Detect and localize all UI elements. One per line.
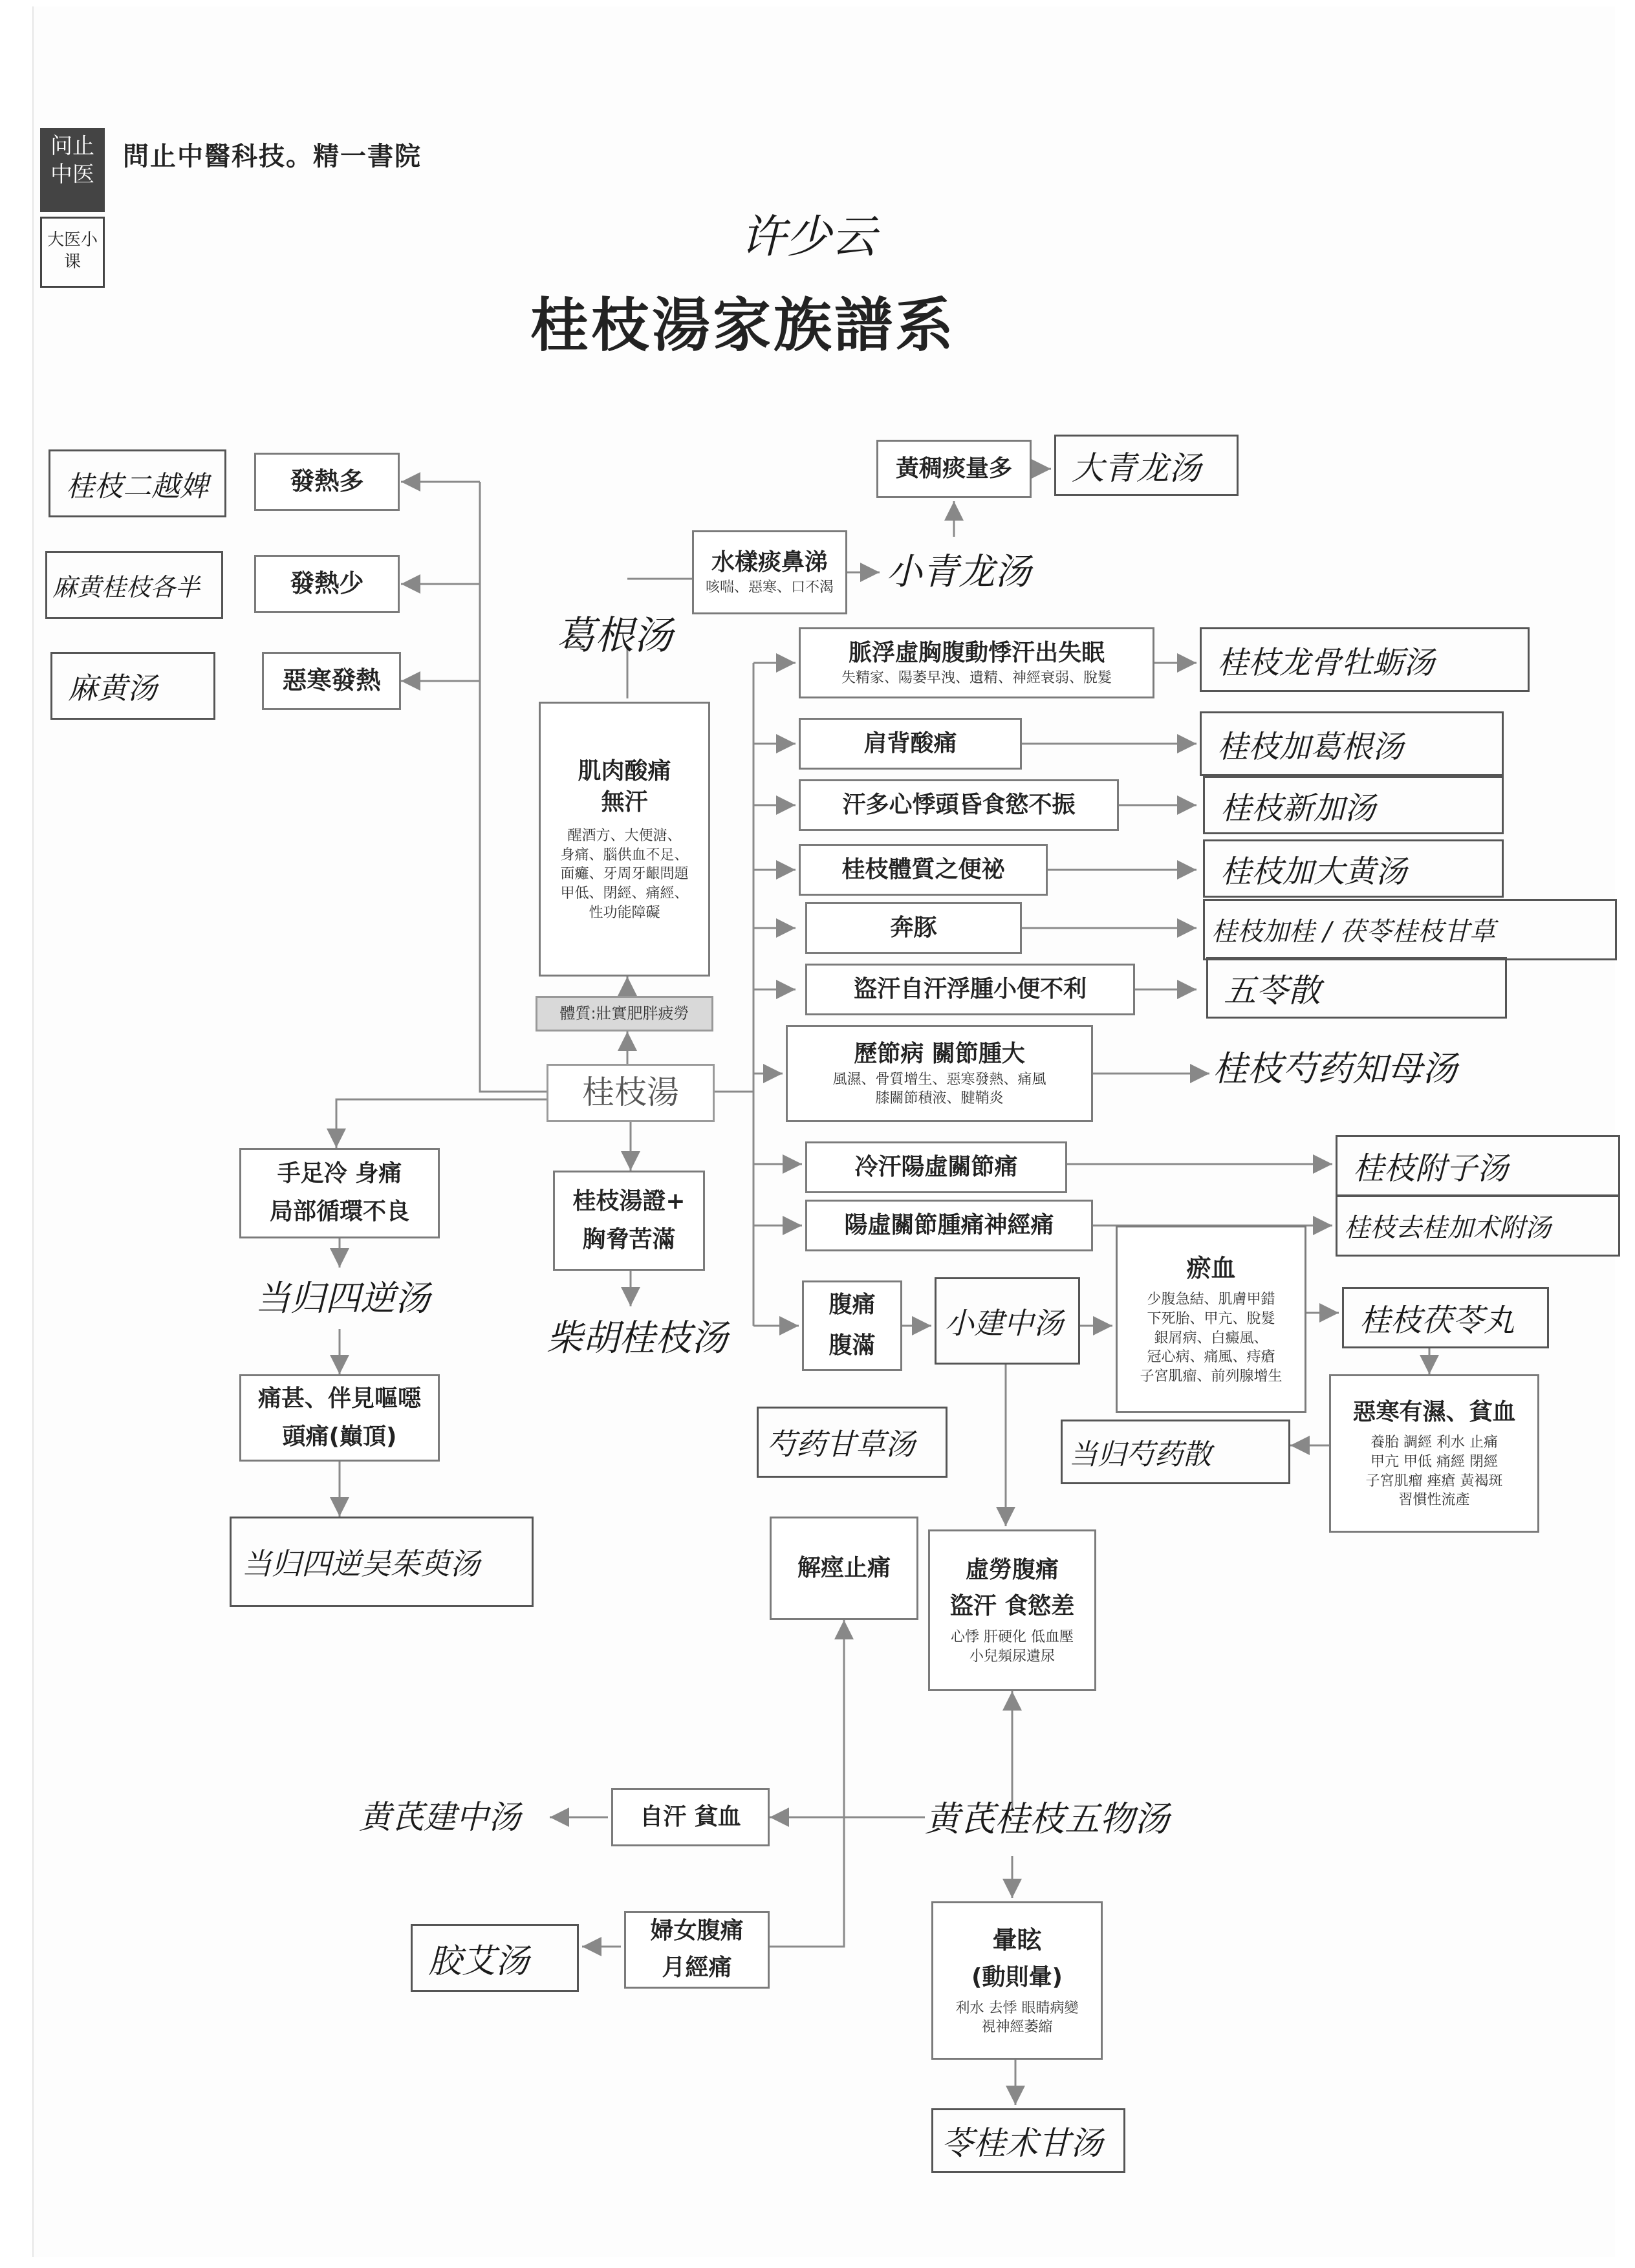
dizziness-box: 暈眩 (動則暈) 利水 去悸 眼睛病變 視神經萎縮	[931, 1901, 1103, 2060]
right-item-6: 盜汗自汗浮腫小便不利	[805, 964, 1135, 1015]
abdomen-pain-box: 腹痛 腹滿	[802, 1280, 902, 1371]
severe-pain-box: 痛甚、伴見嘔噁 頭痛(巔頂)	[239, 1374, 440, 1462]
page-title: 桂枝湯家族譜系	[530, 291, 956, 360]
formula-danggui-sini: 当归四逆汤	[255, 1278, 430, 1319]
right-item-3: 汗多心悸頭昏食慾不振	[799, 779, 1119, 831]
gegen-symptom-box: 肌肉酸痛 無汗 醒酒方、大便溏、 身痛、腦供血不足、 面癱、牙周牙齦問題 甲低、閉經、痛經、 性功能障礙	[539, 702, 710, 977]
formula-chaihu-guizhi: 柴胡桂枝汤	[547, 1317, 728, 1359]
right-item-4: 桂枝體質之便祕	[799, 844, 1048, 896]
formula-xiaoqinglong: 小青龙汤	[886, 551, 1031, 593]
chaihu-symptom-box: 桂枝湯證+ 胸脅苦滿	[553, 1171, 705, 1271]
cold-limbs-box: 手足冷 身痛 局部循環不良	[239, 1148, 440, 1238]
formula-jiaoai: 胶艾汤	[411, 1924, 579, 1992]
symptom-fever-high: 發熱多	[254, 453, 400, 511]
right-item-5: 奔豚	[805, 902, 1022, 954]
brand-logo-secondary: 大医小课	[40, 217, 105, 288]
formula-mahuang-guizhi-gebanj: 麻黄桂枝各半	[45, 551, 223, 619]
formula-linggui-zhugan: 苓桂术甘汤	[931, 2108, 1125, 2173]
constitution-note: 體質:壯實肥胖疲勞	[536, 996, 713, 1031]
blood-stasis-box: 瘀血 少腹急結、肌膚甲錯 下死胎、甲亢、脫髮 銀屑病、白癜風、 冠心病、痛風、痔瘡 子宮肌瘤、前列腺增生	[1116, 1226, 1306, 1413]
right-item-2: 肩背酸痛	[799, 718, 1022, 770]
formula-jiagui-fuling: 桂枝加桂 / 茯苓桂枝甘草	[1203, 899, 1617, 960]
formula-xinjia: 桂枝新加汤	[1203, 776, 1504, 834]
formula-shaoyao-gancao: 芍药甘草汤	[757, 1407, 947, 1478]
formula-xiao-jianzhong: 小建中汤	[935, 1277, 1080, 1365]
water-phlegm-box: 水樣痰鼻涕 咳喘、惡寒、口不渴	[692, 530, 847, 614]
formula-danggui-shaoyao-san: 当归芍药散	[1061, 1420, 1290, 1484]
antispasm-box: 解痙止痛	[770, 1517, 918, 1620]
formula-wuling-san: 五苓散	[1206, 957, 1507, 1019]
formula-shaoyao-zhimu: 桂枝芍药知母汤	[1213, 1048, 1457, 1089]
women-pain-box: 婦女腹痛 月經痛	[624, 1911, 770, 1989]
formula-gegen: 葛根汤	[556, 613, 673, 658]
thick-phlegm-box: 黃稠痰量多	[876, 440, 1032, 498]
symptom-fever-low: 發熱少	[254, 555, 400, 613]
spontaneous-sweat-box: 自汗 貧血	[611, 1788, 770, 1846]
formula-danggui-sini-wuzhuyu: 当归四逆吴茱萸汤	[230, 1517, 534, 1607]
formula-huangqi-guizhi-wuwu: 黄芪桂枝五物汤	[925, 1798, 1169, 1839]
right-item-9: 陽虛關節腫痛神經痛	[805, 1200, 1093, 1251]
right-item-7: 歷節病 關節腫大 風濕、骨質增生、惡寒發熱、痛風 膝關節積液、腱鞘炎	[786, 1025, 1093, 1122]
right-item-8: 冷汗陽虛關節痛	[805, 1141, 1067, 1193]
org-name: 問止中醫科技。精一書院	[123, 141, 422, 171]
formula-huangqi-jianzhong: 黄芪建中汤	[359, 1798, 521, 1836]
handwritten-annotation: 许少云	[741, 210, 876, 263]
brand-logo: 问止中医	[40, 128, 105, 212]
symptom-chills-fever: 惡寒發熱	[262, 652, 401, 710]
formula-fuling-wan: 桂枝茯苓丸	[1342, 1287, 1549, 1348]
cold-damp-box: 惡寒有濕、貧血 養胎 調經 利水 止痛 甲亢 甲低 痛經 閉經 子宮肌瘤 痤瘡 黃褐斑 習慣性流產	[1329, 1374, 1539, 1533]
formula-fuzi: 桂枝附子汤	[1336, 1135, 1620, 1196]
formula-jia-dahuang: 桂枝加大黄汤	[1203, 839, 1504, 898]
formula-guizhi-eryuebi: 桂枝二越婢	[49, 449, 226, 517]
right-item-1: 脈浮虛胸腹動悸汗出失眠 失精家、陽萎早洩、遺精、神經衰弱、脫髮	[799, 627, 1154, 698]
formula-longgu-muli: 桂枝龙骨牡蛎汤	[1200, 627, 1530, 692]
formula-daqinglong: 大青龙汤	[1054, 435, 1239, 496]
center-guizhi-tang: 桂枝湯	[547, 1064, 715, 1122]
formula-jia-gegen: 桂枝加葛根汤	[1200, 711, 1504, 776]
formula-qugui-zhufu: 桂枝去桂加术附汤	[1336, 1195, 1620, 1257]
fatigue-box: 虛勞腹痛 盜汗 食慾差 心悸 肝硬化 低血壓 小兒頻尿遺尿	[928, 1529, 1096, 1691]
formula-mahuang: 麻黄汤	[50, 652, 215, 720]
